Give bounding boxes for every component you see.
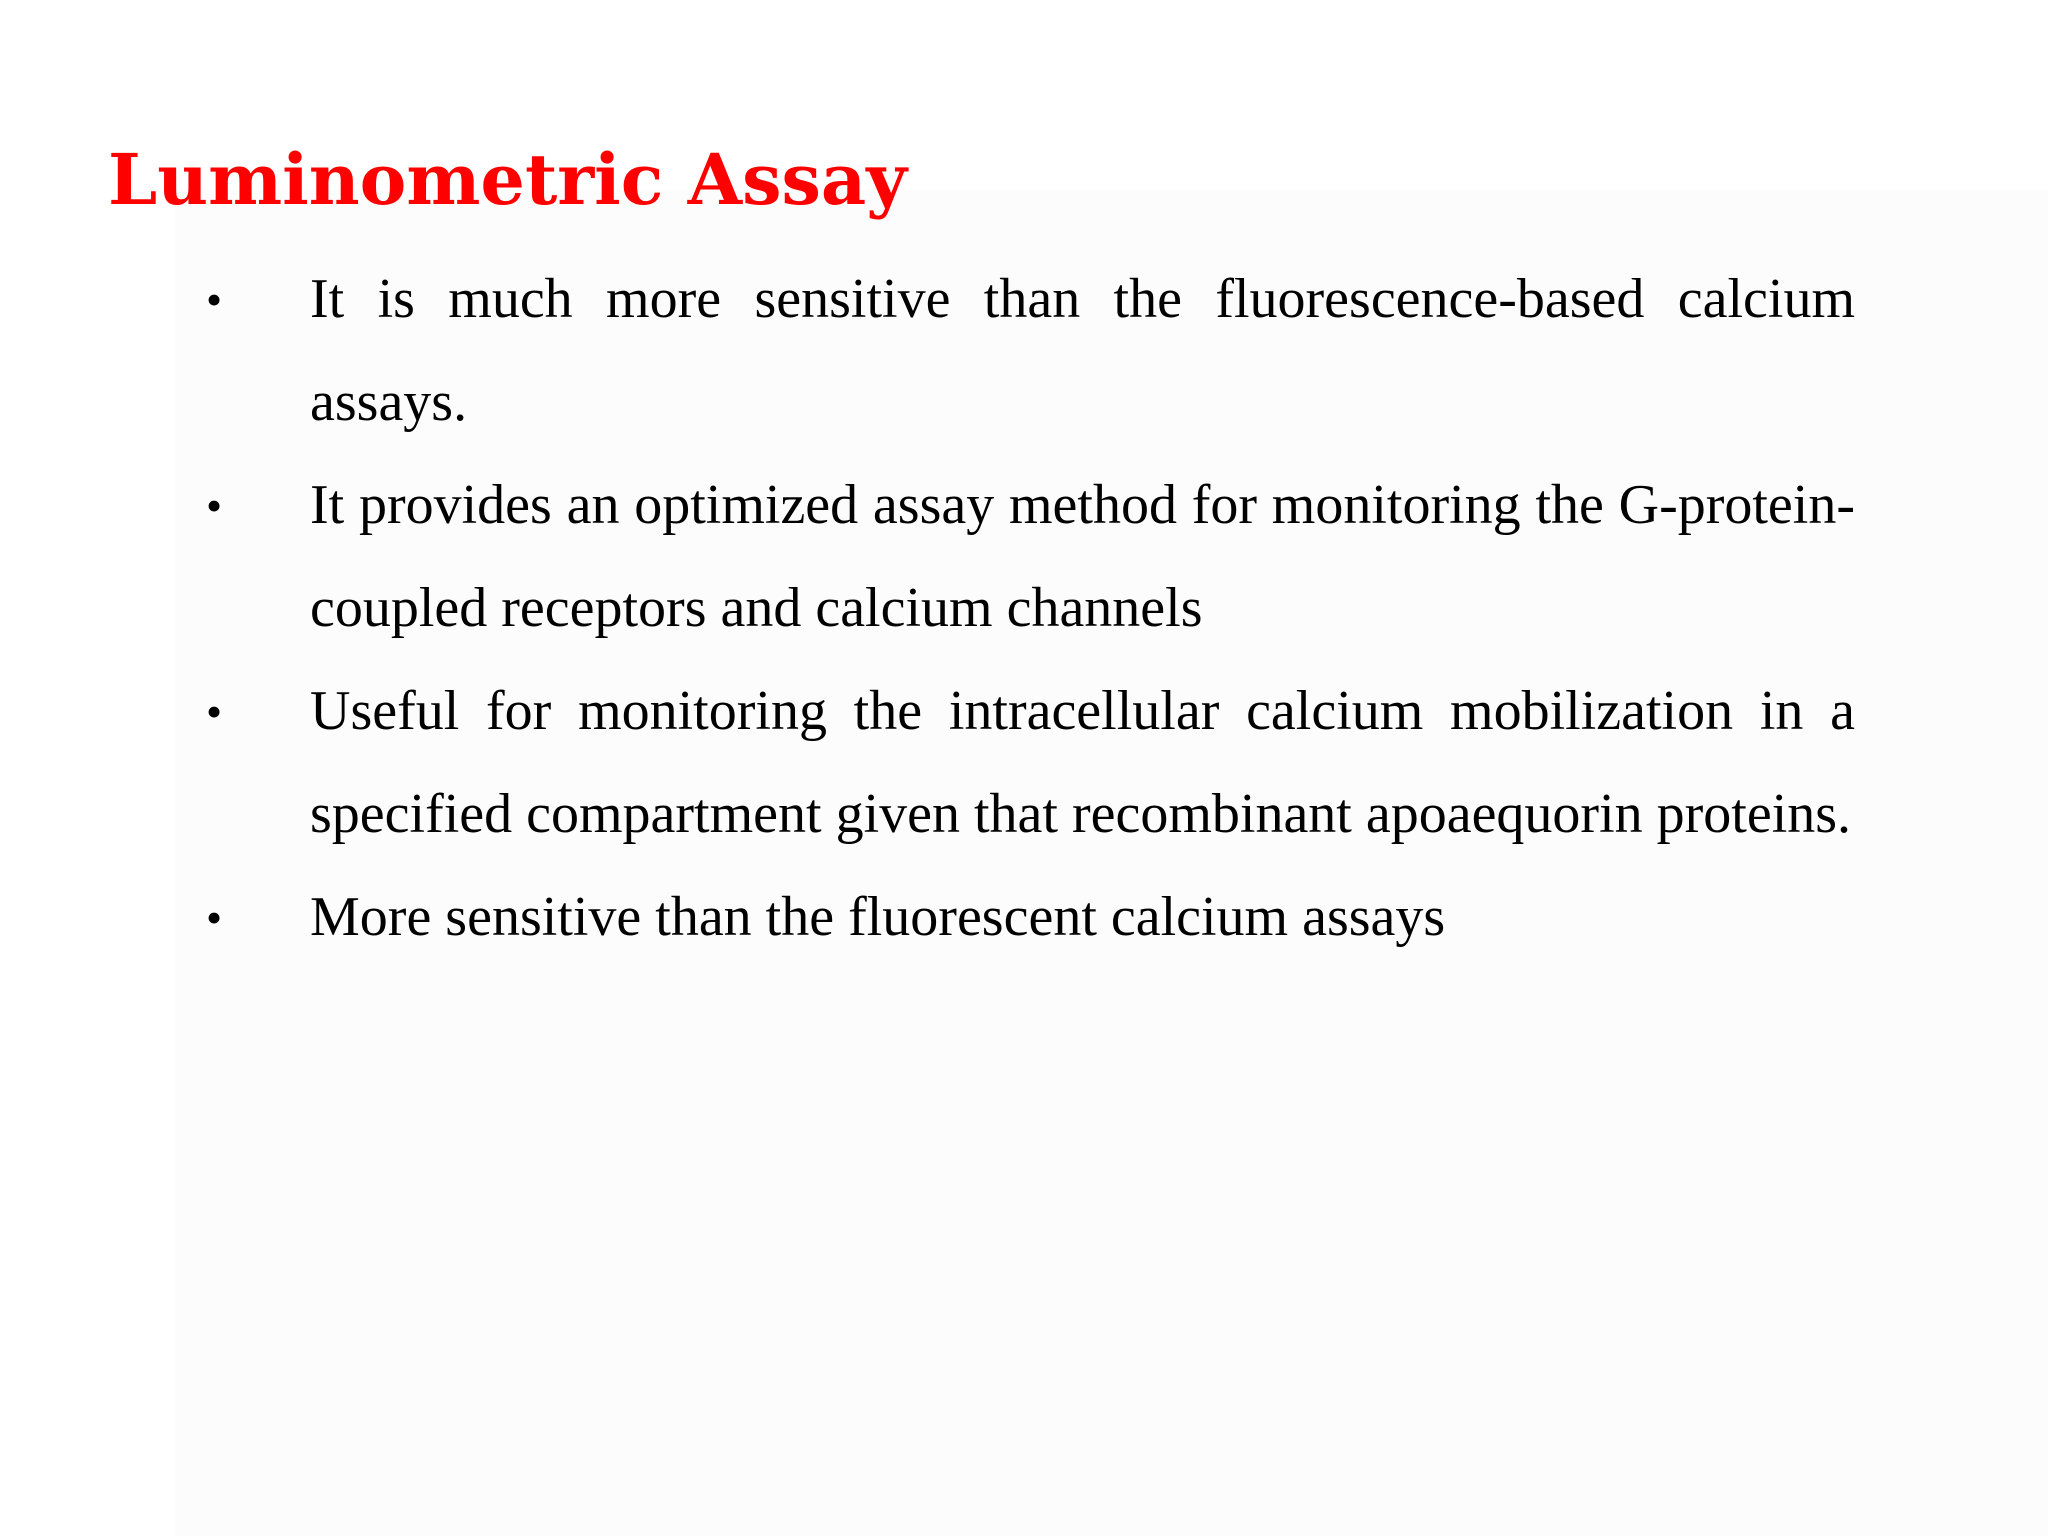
bullet-item: [0, 454, 2048, 660]
bullet-marker: •: [206, 274, 223, 325]
bullet-item: [0, 248, 2048, 454]
bullet-marker: •: [206, 480, 223, 531]
bullet-item: [0, 660, 2048, 866]
bullet-text: More sensitive than the fluorescent calcium assays: [310, 886, 1446, 948]
bullet-list: [0, 248, 2048, 969]
bullet-item: [0, 866, 2048, 969]
bullet-marker: •: [206, 686, 223, 737]
bullet-text: It is much more sensitive than the fluorescence-based calcium assays.: [310, 268, 1855, 433]
slide-title: Luminometric Assay: [108, 138, 907, 221]
bullet-text: It provides an optimized assay method for monitoring the G-protein-coupled receptors and calcium channels: [310, 474, 1855, 639]
bullet-text: Useful for monitoring the intracellular calcium mobilization in a specified compartment given that recombinant apoaequorin proteins.: [310, 680, 1855, 845]
bullet-marker: •: [206, 892, 223, 943]
